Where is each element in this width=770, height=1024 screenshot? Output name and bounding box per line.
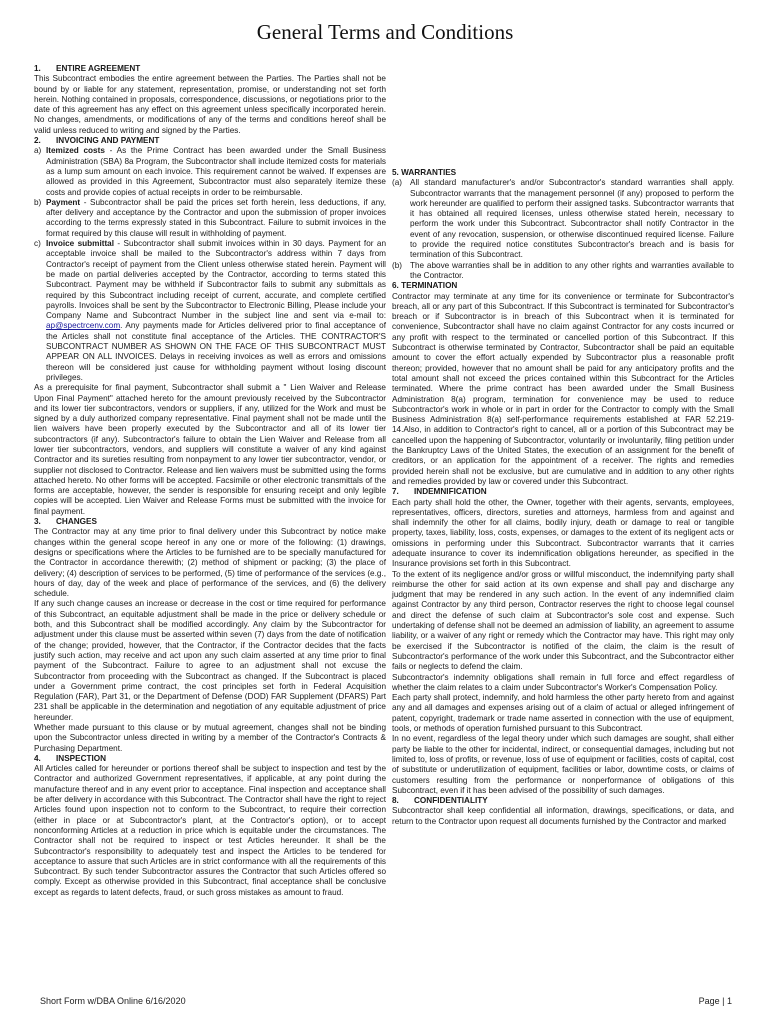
section-7-paragraph-5: In no event, regardless of the legal theory under which such damages are sought, shall either party be liable to the other for incidental, indirect, or consequential damages, including but not limited to, loss of profits, or revenue, loss of use of equipment or facilities, costs of capital, cost of substitute or underutilization of equipment, facilities or labor, downtime costs, or claims of customers resulting from the performance or nonperformance of obligations of this Subcontract, even if it has been advised of the possibility of such damages. xyxy=(392,734,734,795)
section-1-body: This Subcontract embodies the entire agreement between the Parties. The Parties shall not be bound by or liable for any statement, representation, promise, or understanding not set forth herein. Nothing contained in proposals, correspondence, discussions, or negotiations prior to the date of this agreement has any effect on this agreement unless specifically incorporated herein. No changes, amendments, or modifications of any of the terms and conditions hereof shall be valid unless reduced to writing and signed by the Parties. xyxy=(34,74,386,135)
clause-bold-term: Itemized costs xyxy=(46,146,105,156)
document-title: General Terms and Conditions xyxy=(256,20,514,44)
section-4-heading xyxy=(34,754,386,764)
clause-label: (a) xyxy=(392,178,403,188)
clause-2b xyxy=(34,198,386,239)
section-7-paragraph-4: Each party shall protect, indemnify, and hold harmless the other party hereto from and against any and all damages and expenses arising out of a claim of actual or alleged infringement of patent, copyright, trademark or trade name asserted in connection with the use of equipment, tools, or methods of operation furnished pursuant to this Subcontract. xyxy=(392,693,734,734)
section-number: 8. xyxy=(392,796,399,806)
section-number: 7. xyxy=(392,487,399,497)
footer-page-number: Page | 1 xyxy=(698,996,732,1006)
clause-bold-term: Invoice submittal xyxy=(46,239,115,249)
section-3-paragraph-3: Whether made pursuant to this clause or by mutual agreement, changes shall not be binding upon the Subcontractor unless directed in writing by a member of the Contractor's Contracts & Purchasing Department. xyxy=(34,723,386,753)
clause-text xyxy=(46,146,386,197)
section-number: 4. xyxy=(34,753,41,763)
section-3-paragraph-1: The Contractor may at any time prior to final delivery under this Subcontract by notice make changes within the general scope hereof in any one or more of the following: (1) drawings, designs or specifications where the Articles to be furnished are to be specially manufactured for the Contractor in accordance therewith; (2) method of shipment or packing; (3) the place of delivery; (4) description of services to be performed, (5) time of performance of the services (e.g., hours of day, day of the week and place of performance of the services, and (6) the delivery schedule. xyxy=(34,527,386,599)
footer-form-version: Short Form w/DBA Online 6/16/2020 xyxy=(40,996,186,1006)
section-7-paragraph-2: To the extent of its negligence and/or gross or willful misconduct, the indemnifying party shall reimburse the other for said action at its own expense and shall pay and discharge any judgment that may be rendered in any such action. In the event of any indemnified claim against Contractor by any third person, Contractor reserves the right to choose legal counsel and direct the defense of such claim at Subcontractor's sole cost and expense. Such undertaking of defense shall not be deemed an admission of liability, an agreement to assume liability, or a waiver of any right or remedy which the Contractor may have. This right may only be exercised if the Subcontractor is notified of the claim, the claim is the result of Subcontractor's performance of the work under this Subcontract, and the Subcontractor either fails or neglects to defend the claim. xyxy=(392,569,734,672)
section-7-heading xyxy=(392,487,734,497)
section-7-paragraph-1: Each party shall hold the other, the Owner, together with their agents, servants, employees, representatives, officers, directors, sureties and attorneys, harmless from and against and shall indemnify the other for all claims, bodily injury, death or damage to real or tangible property, taxes, liability, loss, costs, expenses, or damages to the extent of its negligent acts or omissions in performing under this Subcontract. Subcontractor warrants that it carries adequate insurance to cover its indemnification obligations hereunder, as specified in the Insurance provisions set forth in this Subcontract. xyxy=(392,497,734,569)
section-number: 1. xyxy=(34,64,41,73)
left-column xyxy=(34,64,386,898)
section-5-heading: 5. WARRANTIES xyxy=(392,168,457,177)
clause-body: - Subcontractor shall submit invoices within in 30 days. Payment for an acceptable invoice shall be mailed to the Subcontractor's address within 7 days from Contractor's receipt of payment from the Client unless otherwise stated herein. Payment will be made on partial deliveries accepted by the Contractor, according to terms stated this Subcontract. Payment may be withheld if Subcontractor fails to submit any submittals as required by this Subcontract including receipt of current, accurate, and complete certified payrolls. Invoices shall be sent by the Subcontractor to Electronic Billing, Please include your Company Name and Subcontract Number in the subject line and sent via e-mail to: xyxy=(46,239,386,321)
clause-text: The above warranties shall be in addition to any other rights and warranties available to the Contractor. xyxy=(410,260,734,280)
clause-label: c) xyxy=(34,239,41,249)
section-title: CHANGES xyxy=(56,517,97,527)
clause-2a xyxy=(34,146,386,197)
section-1-heading xyxy=(34,64,386,74)
clause-body-continued: . Any payments made for Articles delivered prior to final acceptance of the Articles shall not constitute final acceptance of the Articles. THE CONTRACTOR'S SUBCONTRACT NUMBER AS SHOWN ON THE FACE OF THIS SUBCONTRACT MUST APPEAR ON ALL INVOICES. Delays in receiving invoices as well as errors and omissions thereon will be considered just cause for withholding payment without losing discount privileges. xyxy=(46,321,386,382)
section-title: CONFIDENTIALITY xyxy=(414,796,488,806)
clause-label: a) xyxy=(34,146,42,156)
section-4-body: All Articles called for hereunder or portions thereof shall be subject to inspection and test by the Contractor and authorized Government representatives, if applicable, at any point during the manufacture thereof and in any event prior to acceptance. Final inspection and acceptance shall be after delivery in accordance with this Subcontract. The Contractor shall have the right to reject Articles found upon inspection not to conform to the Subcontract, to require their correction (either in place or at Subcontractor's plant, at the Contractor's option), or to accept nonconforming Articles at a reduction in price which is equitable under the circumstances. The Contractor shall not be required to inspect or test Articles hereunder. It shall be the Subcontractor's responsibility to adequately test and inspect the Articles to be tendered for acceptance to assure that such Articles are in strict conformance with all the requirements of this Subcontract. By such tender Subcontractor assures the Contractor that such Articles offered so comply. Except as otherwise provided in this Subcontract, final acceptance shall be conclusive except as regards to latent defects, fraud, or such gross mistakes as amount to fraud. xyxy=(34,764,386,897)
section-title: INVOICING AND PAYMENT xyxy=(56,136,160,146)
clause-body: - As the Prime Contract has been awarded under the Small Business Administration (SBA) 8a Program, the Subcontractor shall include itemized costs for materials as a lump sum amount on each invoice. This requirement cannot be waived. If expenses are allowed as provided in this Agreement, Subcontractor must also separately itemize these costs and provide copies of actual receipts in order to be reimbursable. xyxy=(46,146,387,197)
clause-5b xyxy=(392,261,734,282)
clause-body: - Subcontractor shall be paid the prices set forth herein, less deductions, if any, after delivery and acceptance by the Contractor and upon the submission of proper invoices according to the terms expressly stated in this Subcontract. Failure to submit invoices in the format required by this clause will result in withholding of payment. xyxy=(46,197,386,238)
clause-2c xyxy=(34,239,386,383)
clause-label: (b) xyxy=(392,260,403,270)
section-8-body: Subcontractor shall keep confidential all information, drawings, specifications, or data, and return to the Contractor upon request all documents furnished by the Contractor and marked xyxy=(392,806,734,826)
section-6-body: Contractor may terminate at any time for its convenience or terminate for Subcontractor's breach, all or any part of this Subcontract. If this Subcontract is terminated for Subcontractor's breach or if Subcontractor is in breach of this Subcontract when it is terminated for convenience, Subcontractor shall have no claim against Contractor for any costs incurred or any profit with respect to the terminated or cancelled portion of this Subcontract. If this Subcontract is otherwise terminated by Contractor, Subcontractor shall be paid an equitable amount to cover the effort actually expended by Subcontractor plus a reasonable profit thereon; provided, however that no amount shall be paid for any anticipatory profits and the total amount shall not exceed the prices contained within this Subcontract for the Articles terminated. Where the prime contract has been awarded under the Small Business Administration 8(a) program, termination for convenience may be used to reduce Subcontractor's work in whole or in part in order for the Contractor to comply with the Small Business Administration 8(a) self-performance requirements established at FAR 52.219-14.Also, in addition to Contractor's right to cancel, all or a portion of this Subcontract may be cancelled upon the happening of Subcontractor, voluntarily or involuntarily, filing petition under the Bankruptcy Laws of the United States, the execution of an assignment for the benefit of creditors, or an application for the appointment of a receiver. The rights and remedies provided herein shall not be exclusive, but are cumulative and in addition to any other rights and remedies provided by law or covered under this Subcontract. xyxy=(392,291,734,486)
lien-waiver-paragraph: As a prerequisite for final payment, Subcontractor shall submit a " Lien Waiver and Release Upon Final Payment" attached hereto for the amount previously received by the Subcontractor and its lower tier subcontractors, vendors or suppliers, if any, utilized for the Work and must be signed by a duly authorized company representative. Final payment shall not be made until the lien waivers have been properly executed by the Subcontractor and all of its lower tier subcontractors (if any). Subcontractor's failure to obtain the Lien Waiver and Release from all lower tier subcontractors, vendors, and suppliers will constitute a waiver of any kind against Contractor and its sureties resulting from nonpayment to any lower tier subcontractor, vendor, or supplier not disclosed to Contractor. Release and lien waivers must be submitted using the forms attached hereto. No other forms will be accepted. Facsimile or other electronic transmittals of the forms are acceptable, however, the sender is responsible for ensuring receipt and only legible copies will be accepted. Lien Waiver and Release Forms must be submitted with the invoice for final payment. xyxy=(34,383,386,516)
section-7-paragraph-3: Subcontractor's indemnity obligations shall remain in full force and effect regardless of whether the claim relates to a claim under Subcontractor's Worker's Compensation Policy. xyxy=(392,672,734,692)
section-2-heading xyxy=(34,136,386,146)
billing-email-link[interactable]: ap@spectrcenv.com xyxy=(46,321,121,331)
section-title: INSPECTION xyxy=(56,753,107,763)
clause-text: All standard manufacturer's and/or Subcontractor's standard warranties shall apply. Subcontractor warrants that the management personnel (if any) proposed to perform the work hereunder are qualified to perform their assigned tasks. Subcontractor warrants that it has obtained all required licenses, unless otherwise stated herein, necessary to perform the work under this Subcontract. Subcontractor shall notify Contractor in the event of any revocation, suspension, or otherwise discontinued required license. Failure to provide the required notice constitutes Subcontractor's breach and is basis for termination of this Subcontract. xyxy=(410,178,734,260)
clause-text xyxy=(46,198,386,239)
clause-5a xyxy=(392,178,734,260)
clause-label: b) xyxy=(34,197,42,207)
section-number: 3. xyxy=(34,517,41,527)
right-column xyxy=(392,64,734,827)
section-8-heading xyxy=(392,796,734,806)
section-3-heading xyxy=(34,517,386,527)
section-title: INDEMNIFICATION xyxy=(414,487,487,497)
section-title: ENTIRE AGREEMENT xyxy=(56,64,141,73)
section-3-paragraph-2: If any such change causes an increase or decrease in the cost or time required for performance of this Subcontract, an equitable adjustment shall be made in the price or delivery schedule or both, and this Subcontract shall be modified accordingly. Any claim by the Subcontractor for adjustment under this clause must be asserted within seven (7) days from the date of notification of the change; provided, however, that the Contractor, if the Contractor decides that the facts justify such action, may receive and act upon any such claim asserted at any time prior to final payment of the Subcontract. Failure to agree to an adjustment shall not excuse the Subcontractor from proceeding with the Subcontract as changed. If the Subcontract is placed under a Government prime contract, the cost principles set forth in Federal Acquisition Regulation (FAR), Part 31, or the Department of Defense (DOD) FAR Supplement (DFARS) Part 231 shall be applicable in the determination and negotiation of any equitable adjustment of price hereunder. xyxy=(34,599,386,722)
clause-bold-term: Payment xyxy=(46,197,81,207)
section-6-heading: 6. TERMINATION xyxy=(392,281,458,291)
clause-text xyxy=(46,239,386,383)
section-number: 2. xyxy=(34,136,41,146)
